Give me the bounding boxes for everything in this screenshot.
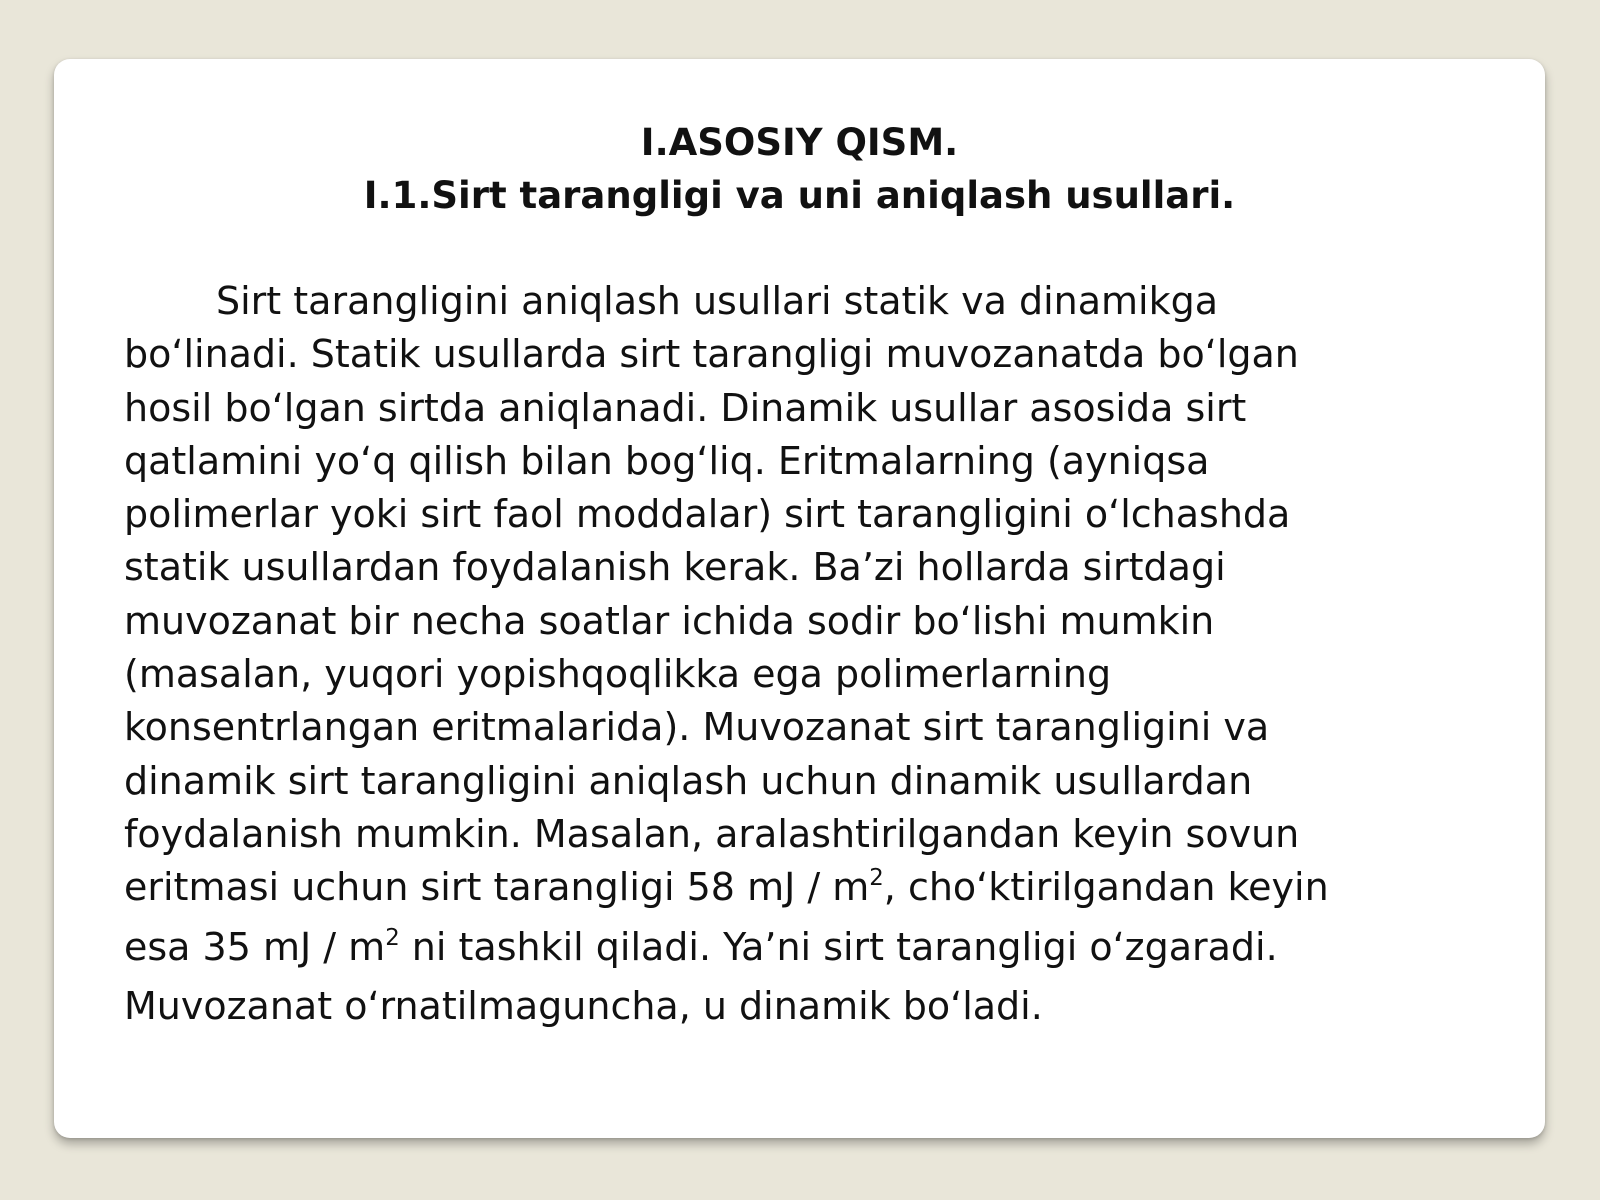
paragraph-line: (masalan, yuqori yopishqoqlikka ega polimerlarning (124, 652, 1112, 697)
superscript: 2 (385, 924, 400, 951)
paragraph-line: dinamik sirt tarangligini aniqlash uchun dinamik usullardan (124, 758, 1253, 803)
paragraph-line-with-unit (124, 861, 1484, 920)
section-title: I.ASOSIY QISM. (640, 121, 959, 164)
paragraph-line: foydalanish mumkin. Masalan, aralashtirilgandan keyin sovun (124, 811, 1300, 856)
paragraph-line: konsentrlangan eritmalarida). Muvozanat sirt tarangligini va (124, 705, 1270, 750)
paragraph-line-with-unit (124, 921, 1484, 980)
superscript: 2 (869, 865, 884, 892)
paragraph-line: qatlamini yo‘q qilish bilan bog‘liq. Eritmalarning (ayniqsa (124, 438, 1210, 483)
paragraph-line: Sirt tarangligini aniqlash usullari statik va dinamikga (216, 279, 1218, 323)
line-text: esa 35 mJ / m (124, 924, 386, 969)
body-paragraph (124, 275, 1484, 1033)
slide-card (54, 59, 1545, 1138)
paragraph-line: polimerlar yoki sirt faol moddalar) sirt tarangligini o‘lchashda (124, 492, 1291, 537)
section-subtitle: I.1.Sirt tarangligi va uni aniqlash usullari. (363, 174, 1236, 217)
line-text: ni tashkil qiladi. Ya’ni sirt tarangligi o‘zgaradi. (399, 924, 1278, 969)
line-text: , cho‘ktirilgandan keyin (883, 865, 1329, 910)
paragraph-line: bo‘linadi. Statik usullarda sirt tarangligi muvozanatda bo‘lgan (124, 332, 1299, 377)
paragraph-line: hosil bo‘lgan sirtda aniqlanadi. Dinamik usullar asosida sirt (124, 385, 1247, 430)
paragraph-line: muvozanat bir necha soatlar ichida sodir bo‘lishi mumkin (124, 598, 1215, 643)
paragraph-line: statik usullardan foydalanish kerak. Ba’zi hollarda sirtdagi (124, 545, 1226, 590)
paragraph-line: Muvozanat o‘rnatilmaguncha, u dinamik bo‘ladi. (124, 983, 1043, 1028)
line-text: eritmasi uchun sirt tarangligi 58 mJ / m (124, 865, 870, 910)
